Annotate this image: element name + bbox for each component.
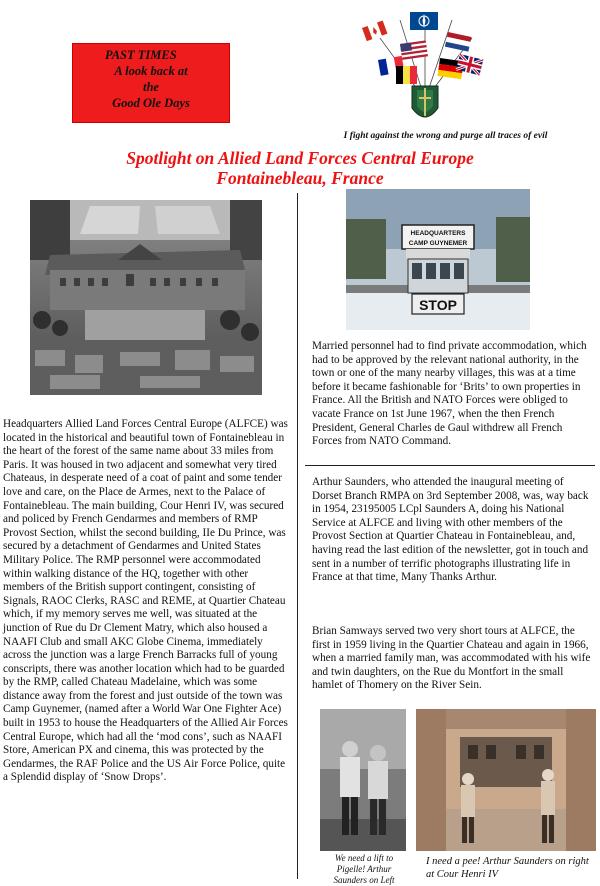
nato-flag-icon bbox=[410, 12, 438, 30]
hq-sign-top: HEADQUARTERS bbox=[410, 230, 466, 237]
past-times-line3: the bbox=[143, 80, 159, 94]
section-divider bbox=[305, 465, 595, 466]
hq-sign-bottom: CAMP GUYNEMER bbox=[408, 240, 468, 247]
headline bbox=[0, 148, 600, 188]
camp-guynemer-photo bbox=[346, 189, 530, 330]
article-right-paragraph-1: Married personnel had to find private accommodation, which had to be approved by the relevant national authority, in the town or one of the many nearby villages, this was at a time before it became fashionable for ‘Brits’ to own properties in France. All the British and NATO Forces were obliged to vacate France on 1st June 1967, when the then French President, General Charles de Gaul withdrew all French Forces from NATO Command. bbox=[312, 340, 587, 448]
belgium-flag-icon bbox=[396, 66, 417, 84]
cour-henri-gate-photo bbox=[416, 709, 596, 851]
boys-lift-photo bbox=[320, 709, 406, 851]
article-right-paragraph-3: Brian Samways served two very short tours at ALFCE, the first in 1959 living in the Quartier Chateau and again in 1966, when a married family man, was accommodated with his wife and twin daughters, on the Rue du Montfort in the small hamlet of Thomery on the River Sein. bbox=[312, 625, 591, 692]
hq-stop-sign: STOP bbox=[419, 297, 457, 313]
usa-flag-icon bbox=[400, 40, 428, 59]
motto-text: I fight against the wrong and purge all traces of evil bbox=[343, 131, 548, 141]
past-times-box bbox=[72, 43, 230, 123]
article-right-paragraph-2: Arthur Saunders, who attended the inaugural meeting of Dorset Branch RMPA on 3rd September 2008, was, way back in 1954, 23195005 LCpl Saunders A, doing his National Service at ALFCE and living with other members of the Provost Section at Quartier Chateau in Fontainebleau, and, having read the last edition of the newsletter, got in touch and sent in a number of terrific photographs illustrating life in France at that time, Many Thanks Arthur. bbox=[312, 476, 589, 584]
canada-flag-icon bbox=[362, 20, 387, 41]
aerial-palace-photo bbox=[30, 200, 262, 395]
past-times-title: PAST TIMES bbox=[105, 48, 177, 62]
caption-pee: I need a pee! Arthur Saunders on right at Cour Henri IV bbox=[426, 856, 589, 880]
flags-emblem bbox=[360, 8, 490, 132]
netherlands-flag-icon bbox=[445, 32, 472, 52]
headline-line-1: Spotlight on Allied Land Forces Central Europe bbox=[126, 148, 474, 168]
past-times-line2: A look back at bbox=[114, 64, 188, 78]
caption-lift: We need a lift to Pigelle! Arthur Saunders on Left bbox=[333, 853, 395, 885]
article-left-paragraph: Headquarters Allied Land Forces Central Europe (ALFCE) was located in the historical and beautiful town of Fontainebleau in the heart of the forest of the same name about 33 miles from Paris. It was housed in two adjacent and somewhat very tired Chateaus, in desperate need of a coat of paint and some tender love and care, on the Place de Armes, next to the Palace of Fontainebleau. The main building, Cour Henri IV, was secured and policed by French Gendarmes and members of RMP Provost Section, whilst the second building, IIe Du Prince, was secured by a detachment of Gendarmes and United States Military Police. The RMP personnel were accommodated within walking distance of the HQ, together with other members of the British support contingent, consisting of Signals, RAOC Clerks, RASC and REME, at Quartier Chateau which, if my memory serves me well, was situated at the junction of Rue du Dr Clement Matry, which also housed a NAAFI Club and small AKC Globe Cinema, immediately across the junction was a large French Barracks full of young conscripts, there was another location which had to be guarded by the RMP, called Chateau Madelaine, which was some distance away from the forest and just outside of the town was Camp Guynemer, (named after a World War One Fighter Ace) built in 1953 to house the Headquarters of the Allied Air Forces Central Europe, which had all the ‘mod cons’, such as NAAFI Store, American PX and cinema, this was protected by the Gendarmes, the RAF Police and the US Air Force Police, quite a Splendid display of ‘Snow Drops’. bbox=[3, 418, 288, 784]
column-divider bbox=[297, 193, 298, 879]
headline-line-2: Fontainebleau, France bbox=[216, 168, 384, 188]
past-times-line4: Good Ole Days bbox=[112, 96, 190, 110]
shield-icon bbox=[412, 86, 438, 117]
